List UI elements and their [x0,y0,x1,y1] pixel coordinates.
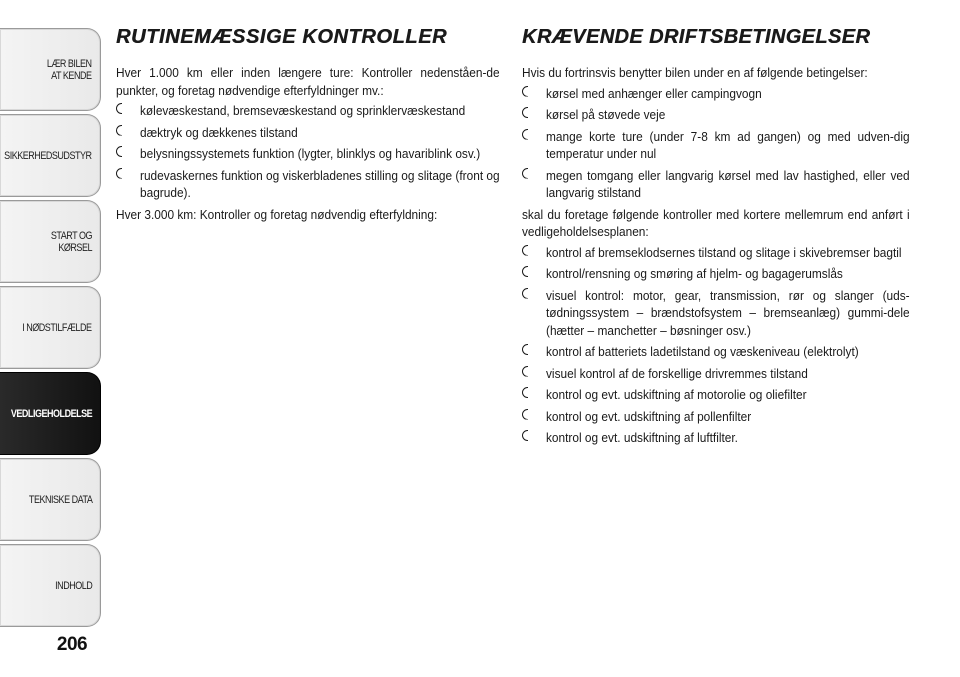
tab-vedligeholdelse[interactable] [0,372,101,455]
demanding-conditions-section [522,24,910,451]
tab-indhold[interactable] [0,544,101,627]
list-item-text: rudevaskernes funktion og viskerbladenes stilling og slitage (front og bagrude). [140,167,500,200]
bullet-icon [522,288,533,299]
tab-tekniske-data[interactable] [0,458,101,541]
tab-label: INDHOLD [54,579,92,592]
list-item [522,167,910,202]
list-item [522,128,910,163]
bullet-icon [522,366,533,377]
list-item-text: kølevæskestand, bremsevæskestand og sprinklervæskestand [140,103,466,118]
list-item-text: megen tomgang eller langvarig kørsel med lav hastighed, eller ved langvarig stilstand [546,167,910,200]
bullet-icon [116,146,127,157]
outro-paragraph: Hver 3.000 km: Kontroller og foretag nødvendig efterfyldning: [116,206,438,222]
list-item [522,429,910,447]
routine-checks-section [116,24,500,223]
bullet-icon [522,387,533,398]
intro-paragraph: Hvis du fortrinsvis benytter bilen under en af følgende betingelser: [522,65,868,80]
list-item-text: kontrol af batteriets ladetilstand og væskeniveau (elektrolyt) [546,344,859,359]
list-item [522,244,910,262]
list-item-text: kontrol/rensning og smøring af hjelm- og bagagerumslås [546,266,843,281]
list-item [522,408,910,426]
bullet-icon [116,168,127,179]
list-item [522,386,910,404]
list-item [522,365,910,383]
list-item-text: visuel kontrol af de forskellige drivremmes tilstand [546,365,808,381]
list-item-text: belysningssystemets funktion (lygter, blinklys og havariblink osv.) [140,146,481,161]
tab-label: I NØDSTILFÆLDE [22,321,92,334]
tab-label: START OG KØRSEL [50,229,92,254]
list-item-text: kørsel med anhænger eller campingvogn [546,85,762,101]
bullet-icon [522,266,533,277]
tab-sikkerhedsudstyr[interactable] [0,114,101,197]
checks-list [522,244,910,447]
check-list [116,102,500,202]
list-item [522,85,910,103]
bullet-icon [116,125,127,136]
intro-paragraph: Hver 1.000 km eller inden længere ture: Kontroller nedenståen-de punkter, og foretag nødvendige efterfyldninger mv.: [116,65,500,98]
tab-label: SIKKERHEDSUDSTYR [4,149,92,162]
list-item-text: kontrol og evt. udskiftning af pollenfilter [546,408,752,424]
tab-i-nodstilfaelde[interactable] [0,286,101,369]
bullet-icon [522,86,533,97]
tab-label: LÆR BILEN AT KENDE [47,57,92,82]
list-item [522,287,910,340]
section-heading: RUTINEMÆSSIGE KONTROLLER [116,26,448,48]
middle-paragraph: skal du foretage følgende kontroller med kortere mellemrum end anført i vedligeholdelsesplanen: [522,206,910,239]
bullet-icon [522,107,533,118]
list-item [116,167,500,202]
list-item-text: mange korte ture (under 7-8 km ad gangen) og med udven-dig temperatur under nul [546,128,910,161]
list-item-text: kontrol og evt. udskiftning af motorolie og oliefilter [546,387,807,402]
page-number: 206 [56,634,88,655]
list-item [522,265,910,283]
list-item-text: kontrol og evt. udskiftning af luftfilter. [546,430,738,445]
bullet-icon [522,245,533,256]
bullet-icon [522,409,533,420]
list-item [116,124,500,142]
list-item-text: kørsel på støvede veje [546,107,666,122]
list-item [522,343,910,361]
bullet-icon [522,129,533,140]
list-item [522,106,910,124]
bullet-icon [522,430,533,441]
tab-laer-bilen-at-kende[interactable] [0,28,101,111]
tab-start-og-korsel[interactable] [0,200,101,283]
tab-label: VEDLIGEHOLDELSE [10,407,92,420]
bullet-icon [522,344,533,355]
list-item [116,145,500,163]
conditions-list [522,85,910,202]
list-item-text: kontrol af bremseklodsernes tilstand og slitage i skivebremser bagtil [546,244,902,260]
bullet-icon [116,103,127,114]
bullet-icon [522,168,533,179]
list-item [116,102,500,120]
list-item-text: visuel kontrol: motor, gear, transmission, rør og slanger (uds-tødningssystem – brændstofsystem – bremseanlæg) gummi-dele (hætter – manchetter – bøsninger osv.) [546,287,910,338]
list-item-text: dæktryk og dækkenes tilstand [140,124,298,140]
section-heading: KRÆVENDE DRIFTSBETINGELSER [522,26,871,48]
tab-label: TEKNISKE DATA [28,493,92,506]
